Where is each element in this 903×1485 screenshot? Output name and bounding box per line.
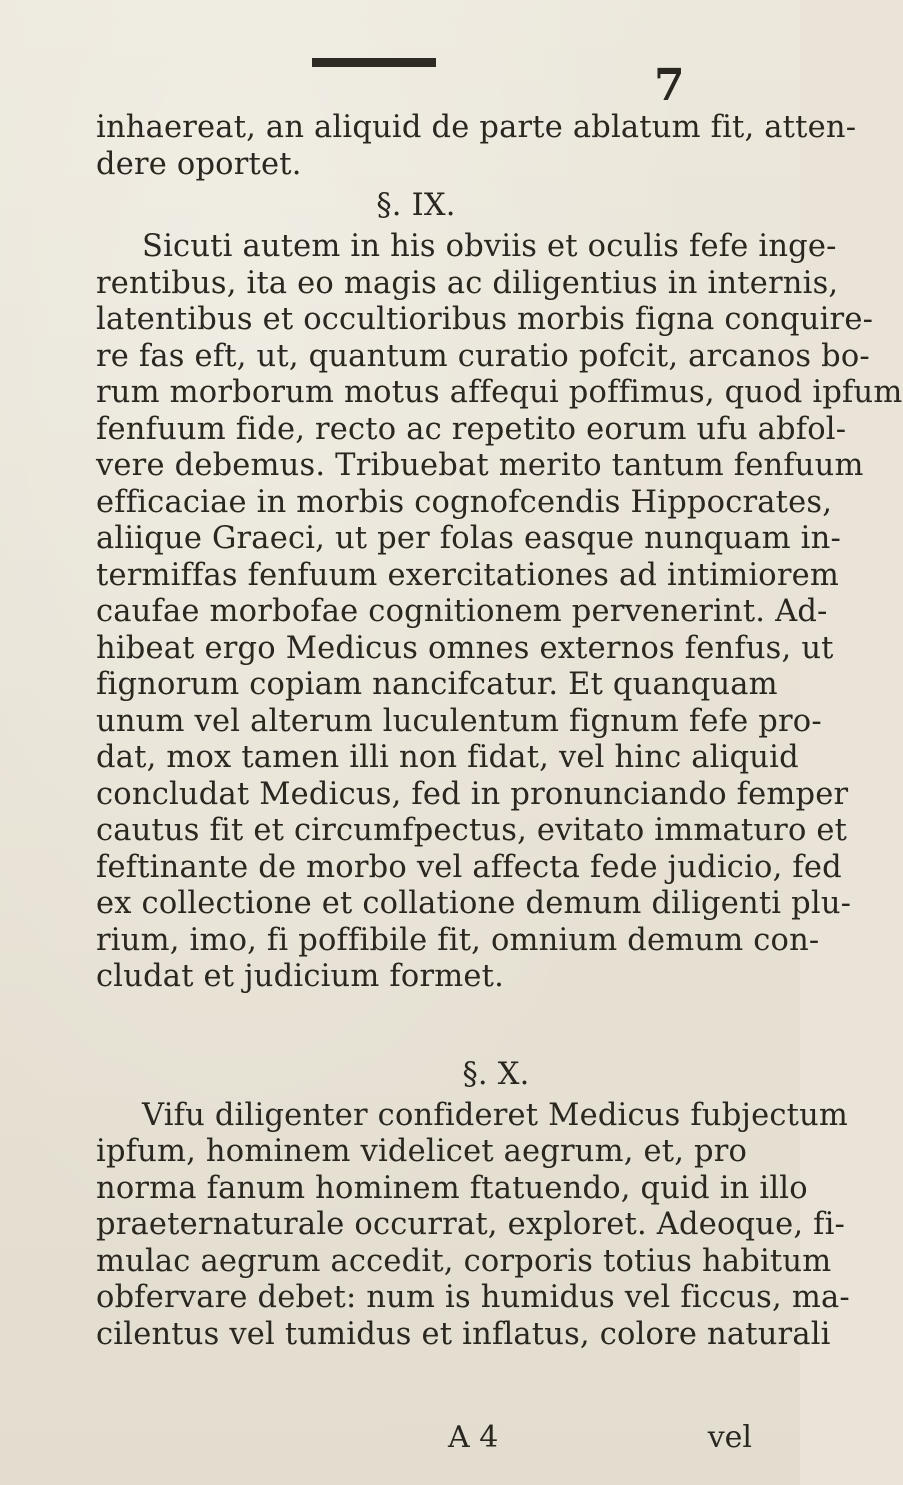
body-text bbox=[96, 110, 903, 1353]
text-line: dat, mox tamen illi non fidat, vel hinc aliquid bbox=[96, 740, 799, 775]
header-rule bbox=[312, 58, 436, 67]
catchword: vel bbox=[707, 1420, 752, 1455]
signature-mark: A 4 bbox=[448, 1420, 499, 1455]
text-line: re fas eft, ut, quantum curatio pofcit, arcanos bo- bbox=[96, 338, 870, 374]
text-line: latentibus et occultioribus morbis figna conquire- bbox=[96, 302, 874, 337]
text-line: cilentus vel tumidus et inflatus, colore naturali bbox=[96, 1316, 831, 1352]
text-line: rentibus, ita eo magis ac diligentius in internis, bbox=[96, 265, 839, 301]
text-line: efficaciae in morbis cognofcendis Hippocrates, bbox=[96, 484, 833, 520]
text-line: unum vel alterum luculentum fignum fefe pro- bbox=[96, 703, 822, 739]
text-line: cautus fit et circumfpectus, evitato immaturo et bbox=[96, 813, 848, 848]
text-line: vere debemus. Tribuebat merito tantum fenfuum bbox=[96, 448, 864, 483]
page-number: 7 bbox=[654, 60, 685, 111]
text-line: termiffas fenfuum exercitationes ad intimiorem bbox=[96, 557, 840, 593]
text-line: rum morborum motus affequi poffimus, quod ipfum bbox=[96, 375, 903, 410]
section-heading-ix: §. IX. bbox=[376, 188, 456, 223]
text-line: aliique Graeci, ut per folas easque nunquam in- bbox=[96, 521, 841, 556]
text-line: cludat et judicium formet. bbox=[96, 959, 504, 994]
text-line: feftinante de morbo vel affecta fede judicio, fed bbox=[96, 849, 842, 885]
text-line: dere oportet. bbox=[96, 146, 302, 182]
text-line: ex collectione et collatione demum diligenti plu- bbox=[96, 886, 852, 921]
text-line: fignorum copiam nancifcatur. Et quanquam bbox=[96, 667, 778, 702]
text-line: ipfum, hominem videlicet aegrum, et, pro bbox=[96, 1134, 748, 1169]
text-line: hibeat ergo Medicus omnes externos fenfus, ut bbox=[96, 630, 834, 666]
text-line: mulac aegrum accedit, corporis totius habitum bbox=[96, 1243, 832, 1279]
text-line: Vifu diligenter confideret Medicus fubjectum bbox=[142, 1097, 849, 1133]
text-line: rium, imo, fi poffibile fit, omnium demum con- bbox=[96, 922, 820, 958]
text-line: fenfuum fide, recto ac repetito eorum ufu abfol- bbox=[96, 411, 847, 447]
text-line: inhaereat, an aliquid de parte ablatum fit, atten- bbox=[96, 110, 857, 145]
text-line: praeternaturale occurrat, exploret. Adeoque, fi- bbox=[96, 1207, 846, 1242]
text-line: norma fanum hominem ftatuendo, quid in illo bbox=[96, 1170, 808, 1206]
text-line: caufae morbofae cognitionem pervenerint. Ad- bbox=[96, 594, 828, 629]
text-line: concludat Medicus, fed in pronunciando femper bbox=[96, 776, 849, 812]
text-line: Sicuti autem in his obviis et oculis fefe inge- bbox=[142, 229, 837, 264]
section-heading-x: §. X. bbox=[462, 1056, 530, 1092]
text-line: obfervare debet: num is humidus vel ficcus, ma- bbox=[96, 1280, 850, 1315]
